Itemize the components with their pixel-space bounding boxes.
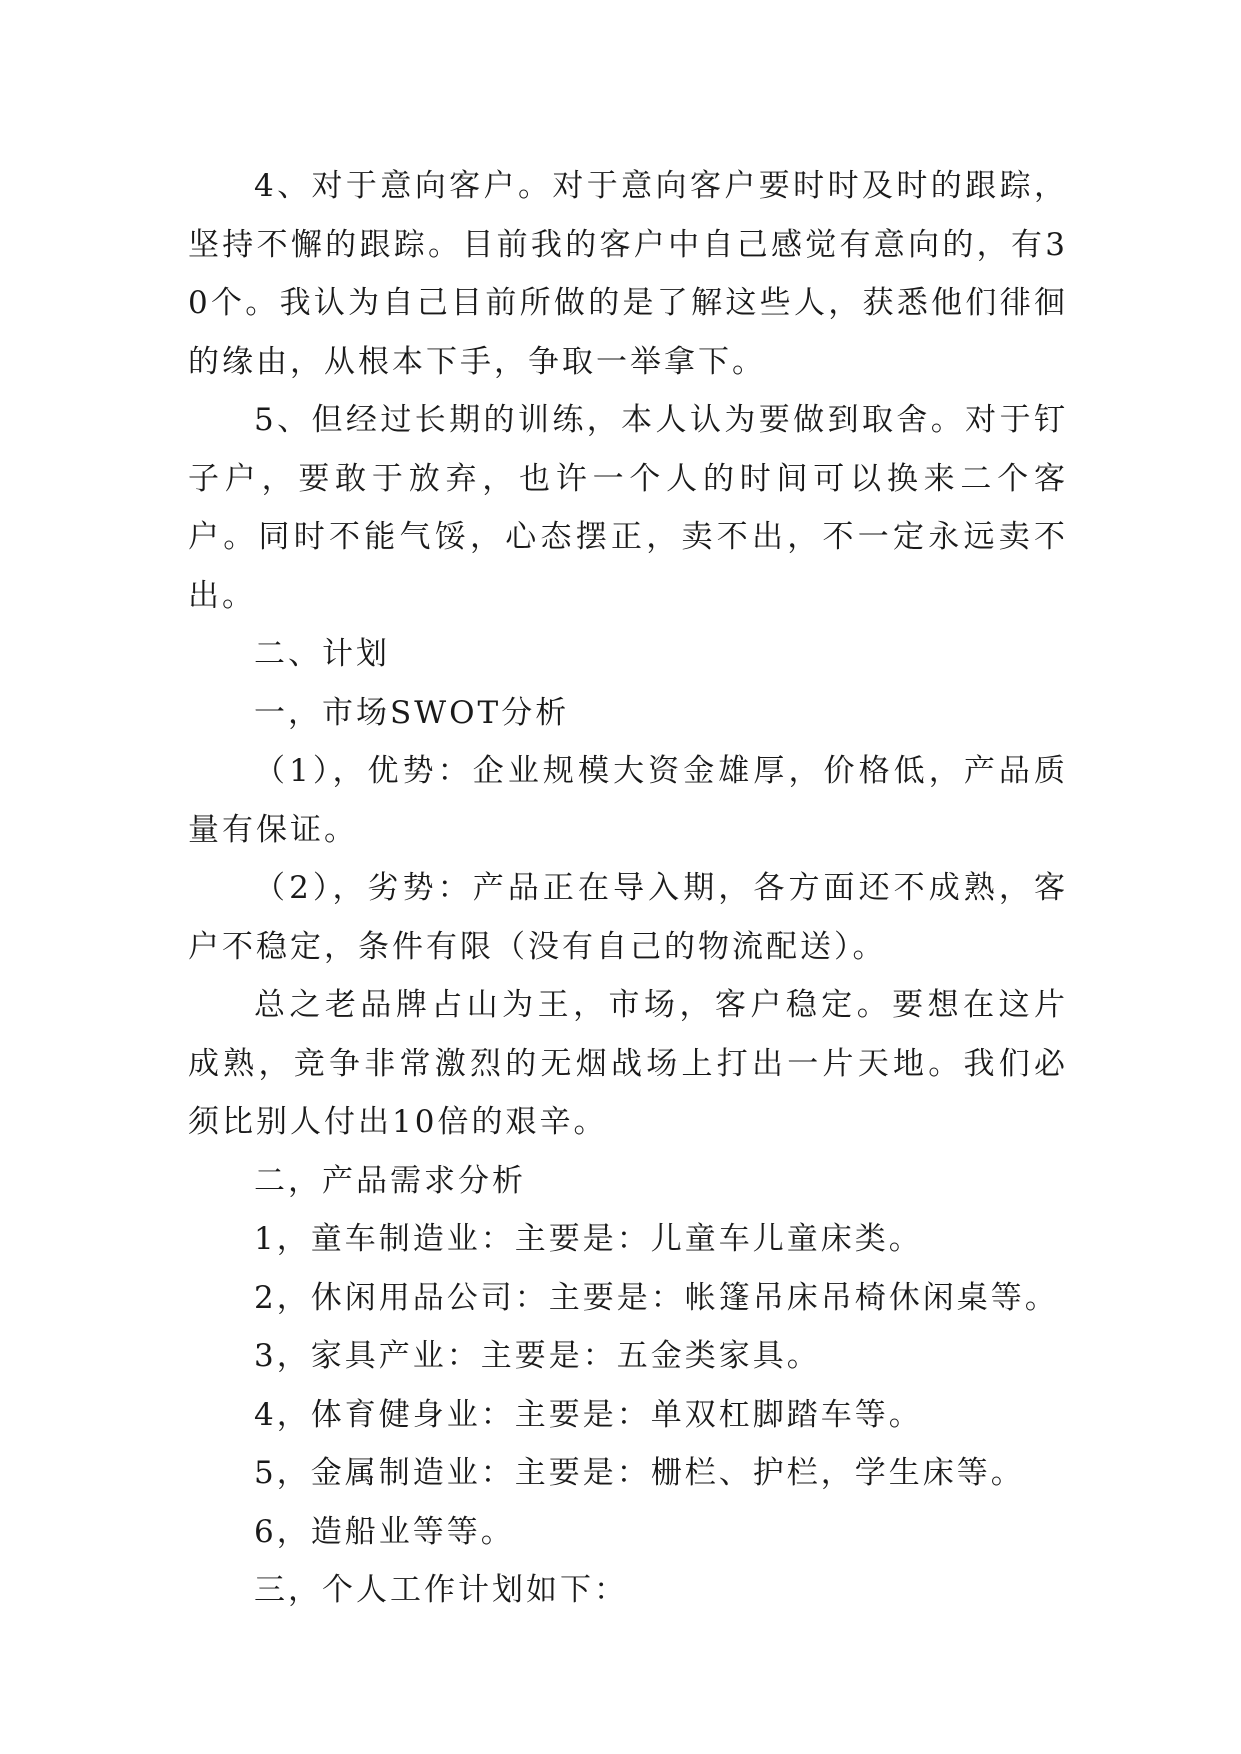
section-heading-demand: 二，产品需求分析 [254, 1162, 526, 1199]
paragraph-trade-offs: 5、但经过长期的训练，本人认为要做到取舍。对于钉子户，要敢于放弃，也许一个人的时间可以换来二个客户。同时不能气馁，心态摆正，卖不出，不一定永远卖不出。 [188, 402, 1068, 614]
list-item-demand-4: 4，体育健身业：主要是：单双杠脚踏车等。 [254, 1396, 923, 1433]
paragraph-strengths: （1），优势：企业规模大资金雄厚，价格低，产品质量有保证。 [188, 753, 1068, 848]
paragraph-intent-customers: 4、对于意向客户。对于意向客户要时时及时的跟踪，坚持不懈的跟踪。目前我的客户中自己感觉有意向的，有30个。我认为自己目前所做的是了解这些人，获悉他们徘徊的缘由，从根本下手，争取一举拿下。 [188, 168, 1068, 380]
list-item-demand-2: 2，休闲用品公司：主要是：帐篷吊床吊椅休闲桌等。 [254, 1279, 1059, 1316]
section-heading-plan: 二、计划 [254, 636, 390, 672]
paragraph-summary: 总之老品牌占山为王，市场，客户稳定。要想在这片成熟，竞争非常激烈的无烟战场上打出一片天地。我们必须比别人付出10倍的艰辛。 [188, 987, 1068, 1140]
document-body [188, 157, 1068, 1620]
list-item-demand-1: 1，童车制造业：主要是：儿童车儿童床类。 [254, 1221, 923, 1257]
section-heading-swot: 一，市场SWOT分析 [254, 694, 570, 731]
section-heading-work-plan: 三，个人工作计划如下： [254, 1572, 628, 1608]
paragraph-weaknesses: （2），劣势：产品正在导入期，各方面还不成熟，客户不稳定，条件有限（没有自己的物流配送）。 [188, 870, 1068, 965]
list-item-demand-6: 6，造船业等等。 [254, 1513, 515, 1550]
list-item-demand-5: 5，金属制造业：主要是：栅栏、护栏，学生床等。 [254, 1455, 1025, 1491]
list-item-demand-3: 3，家具产业：主要是：五金类家具。 [254, 1338, 821, 1374]
